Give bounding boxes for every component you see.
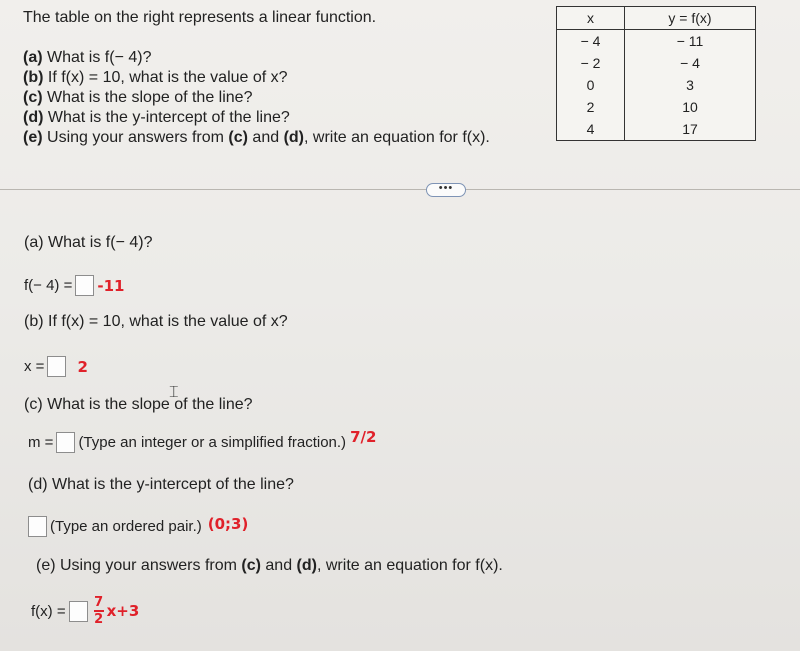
part-b-handwritten: 2 [77,357,88,376]
question-c: (c) What is the slope of the line? [23,89,253,106]
table-header-y: y = f(x) [625,7,756,30]
question-a: (a) What is f(− 4)? [23,49,152,66]
problem-intro: The table on the right represents a linear function. [23,9,377,26]
fraction-denominator: 2 [94,612,104,627]
part-e-answer-row [31,596,139,626]
part-d-question: (d) What is the y-intercept of the line? [28,476,294,493]
part-d-hint: (Type an ordered pair.) [50,518,202,535]
part-e-prefix: f(x) = [31,602,66,620]
table-cell-y: 10 [682,99,698,115]
part-a-prefix: f(− 4) = [24,277,73,294]
part-c-question: (c) What is the slope of the line? [24,396,253,413]
part-b-answer-row [24,356,88,377]
part-e-answer-box[interactable] [69,601,88,622]
table-row [557,30,756,53]
part-c-answer-box[interactable] [56,432,75,453]
part-e-handwritten-fraction [94,596,104,626]
part-b-answer-box[interactable] [47,356,66,377]
part-e-handwritten: x+3 [106,602,140,620]
table-cell-x: − 2 [557,52,625,74]
table-cell-y: − 11 [676,33,704,49]
question-b: (b) If f(x) = 10, what is the value of x? [23,69,288,86]
part-a-handwritten: -11 [97,276,125,295]
table-cell-x: 4 [557,118,625,141]
part-a-answer-row [24,275,124,296]
table-row [557,74,756,96]
table-cell-y: 17 [682,121,698,137]
part-d-handwritten: (0;3) [207,514,249,533]
table-cell-y: 3 [686,77,694,93]
part-b-question: (b) If f(x) = 10, what is the value of x? [24,313,288,330]
table-cell-x: 2 [557,96,625,118]
table-header-row [557,7,756,30]
part-b-prefix: x = [24,358,45,375]
part-e-question: (e) Using your answers from (c) and (d), write an equation for f(x). [36,557,503,574]
part-c-prefix: m = [28,434,54,451]
part-d-answer-box[interactable] [28,516,47,537]
part-d-answer-row [28,516,248,537]
table-row [557,52,756,74]
text-cursor-icon: ⌶ [169,384,179,401]
part-c-answer-row [28,427,377,453]
table-cell-x: − 4 [557,30,625,53]
fraction-numerator: 7 [94,595,104,610]
section-divider [0,189,800,190]
expand-more-button[interactable]: ••• [426,183,466,197]
table-row [557,96,756,118]
part-c-handwritten: 7/2 [350,427,377,446]
table-header-x: x [557,7,625,30]
question-d: (d) What is the y-intercept of the line? [23,109,290,126]
table-cell-x: 0 [557,74,625,96]
table-row [557,118,756,141]
part-a-question: (a) What is f(− 4)? [24,234,153,251]
question-e: (e) Using your answers from (c) and (d), write an equation for f(x). [23,129,490,146]
function-table [556,6,756,141]
part-a-answer-box[interactable] [75,275,94,296]
problem-statement [23,8,490,148]
table-cell-y: − 4 [680,55,700,71]
part-c-hint: (Type an integer or a simplified fraction.) [78,434,347,451]
